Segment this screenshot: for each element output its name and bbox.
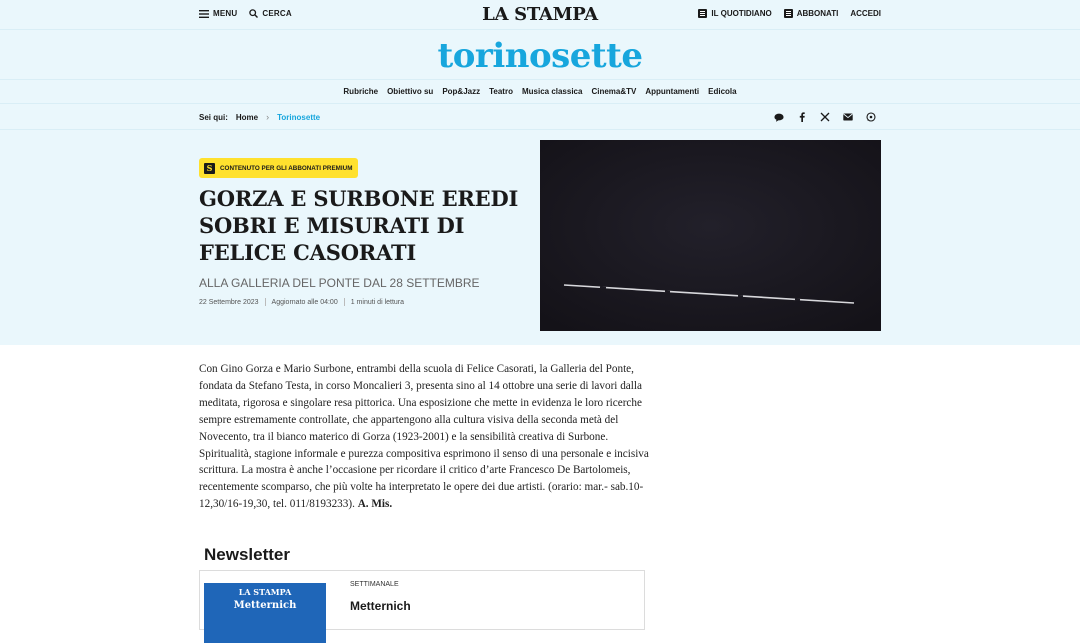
article-signature: A. Mis. <box>358 498 393 510</box>
breadcrumb-bar <box>0 103 1080 129</box>
il-quotidiano-label: IL QUOTIDIANO <box>711 9 771 18</box>
nav-item-pop-jazz[interactable]: Pop&Jazz <box>442 87 480 96</box>
top-bar-right <box>698 9 881 18</box>
share-bar <box>774 110 876 124</box>
article-updated: Aggiornato alle 04:00 <box>272 299 338 306</box>
subscribe-icon <box>784 9 793 18</box>
nav-item-musica-classica[interactable]: Musica classica <box>522 87 582 96</box>
nav-item-appuntamenti[interactable]: Appuntamenti <box>645 87 699 96</box>
nav-item-teatro[interactable]: Teatro <box>489 87 513 96</box>
newsletter-card[interactable] <box>199 570 645 630</box>
mail-icon[interactable] <box>843 110 853 124</box>
nav-item-edicola[interactable]: Edicola <box>708 87 736 96</box>
menu-label: MENU <box>213 9 237 18</box>
chevron-right-icon: › <box>266 112 269 122</box>
newsletter-name: Metternich <box>350 599 411 613</box>
abbonati-link[interactable] <box>784 9 839 18</box>
x-icon[interactable] <box>820 110 830 124</box>
newsletter-thumb-title: Metternich <box>204 600 326 611</box>
article-text: Con Gino Gorza e Mario Surbone, entrambi della scuola di Felice Casorati, la Galleria del Ponte, fondata da Stefano Testa, in corso Moncalieri 3, presenta sino al 14 ottobre una serie di lavori dalla meditata, rigorosa e singolare resa pittorica. Una esposizione che mette in evidenza le loro ricerche sempre estremamente controllate, che appartengono alla cultura visiva della seconda metà del Novecento, tra il bianco materico di Gorza (1923-2001) e la sensibilità creativa di Surbone. Spiritualità, stagione informale e purezza compositiva esprimono il senso di una personale e incisiva scrittura. La mostra è anche l’occasione per ricordare il critico d’arte Francesco De Bartolomeis, recentemente scomparso, che più volte ha interpretato le opere dei due artisti. (orario: mar.- sab.10-12,30/16-19,30, tel. 011/8193233). <box>199 363 649 510</box>
brand-bar <box>0 29 1080 79</box>
article-hero <box>0 129 1080 345</box>
newsletter-heading: Newsletter <box>204 545 290 565</box>
facebook-icon[interactable] <box>797 110 807 124</box>
whatsapp-icon[interactable] <box>866 110 876 124</box>
breadcrumb <box>199 112 320 122</box>
nav-item-obiettivo-su[interactable]: Obiettivo su <box>387 87 433 96</box>
search-label: CERCA <box>262 9 291 18</box>
section-nav <box>0 79 1080 103</box>
premium-badge <box>199 158 358 178</box>
artwork-image <box>540 140 881 331</box>
nav-item-cinema-tv[interactable]: Cinema&TV <box>591 87 636 96</box>
torinosette-logo[interactable]: torinosette <box>0 36 1080 76</box>
article-title: GORZA E SURBONE EREDI SOBRI E MISURATI DI FELICE CASORATI <box>199 185 529 266</box>
meta-divider <box>344 298 345 306</box>
top-bar <box>0 0 1080 29</box>
article-subtitle: ALLA GALLERIA DEL PONTE DAL 28 SETTEMBRE <box>199 276 480 290</box>
article-date: 22 Settembre 2023 <box>199 299 259 306</box>
newsletter-frequency: SETTIMANALE <box>350 581 399 588</box>
article-image <box>540 140 881 331</box>
premium-s-icon: S <box>204 163 215 174</box>
premium-badge-label: CONTENUTO PER GLI ABBONATI PREMIUM <box>220 165 352 172</box>
meta-divider <box>265 298 266 306</box>
accedi-link[interactable] <box>850 9 881 18</box>
abbonati-label: ABBONATI <box>797 9 839 18</box>
newsletter-thumbnail <box>204 583 326 643</box>
breadcrumb-current[interactable]: Torinosette <box>277 113 320 122</box>
article-meta <box>199 298 404 306</box>
nav-item-rubriche[interactable]: Rubriche <box>343 87 378 96</box>
article-body <box>199 361 649 513</box>
newspaper-icon <box>698 9 707 18</box>
accedi-label: ACCEDI <box>850 9 881 18</box>
comment-icon[interactable] <box>774 110 784 124</box>
la-stampa-logo[interactable]: LA STAMPA <box>0 4 1080 25</box>
breadcrumb-home[interactable]: Home <box>236 113 258 122</box>
article-reading-time: 1 minuti di lettura <box>351 299 404 306</box>
breadcrumb-label: Sei qui: <box>199 113 228 122</box>
il-quotidiano-link[interactable] <box>698 9 771 18</box>
newsletter-thumb-logo: LA STAMPA <box>204 587 326 597</box>
